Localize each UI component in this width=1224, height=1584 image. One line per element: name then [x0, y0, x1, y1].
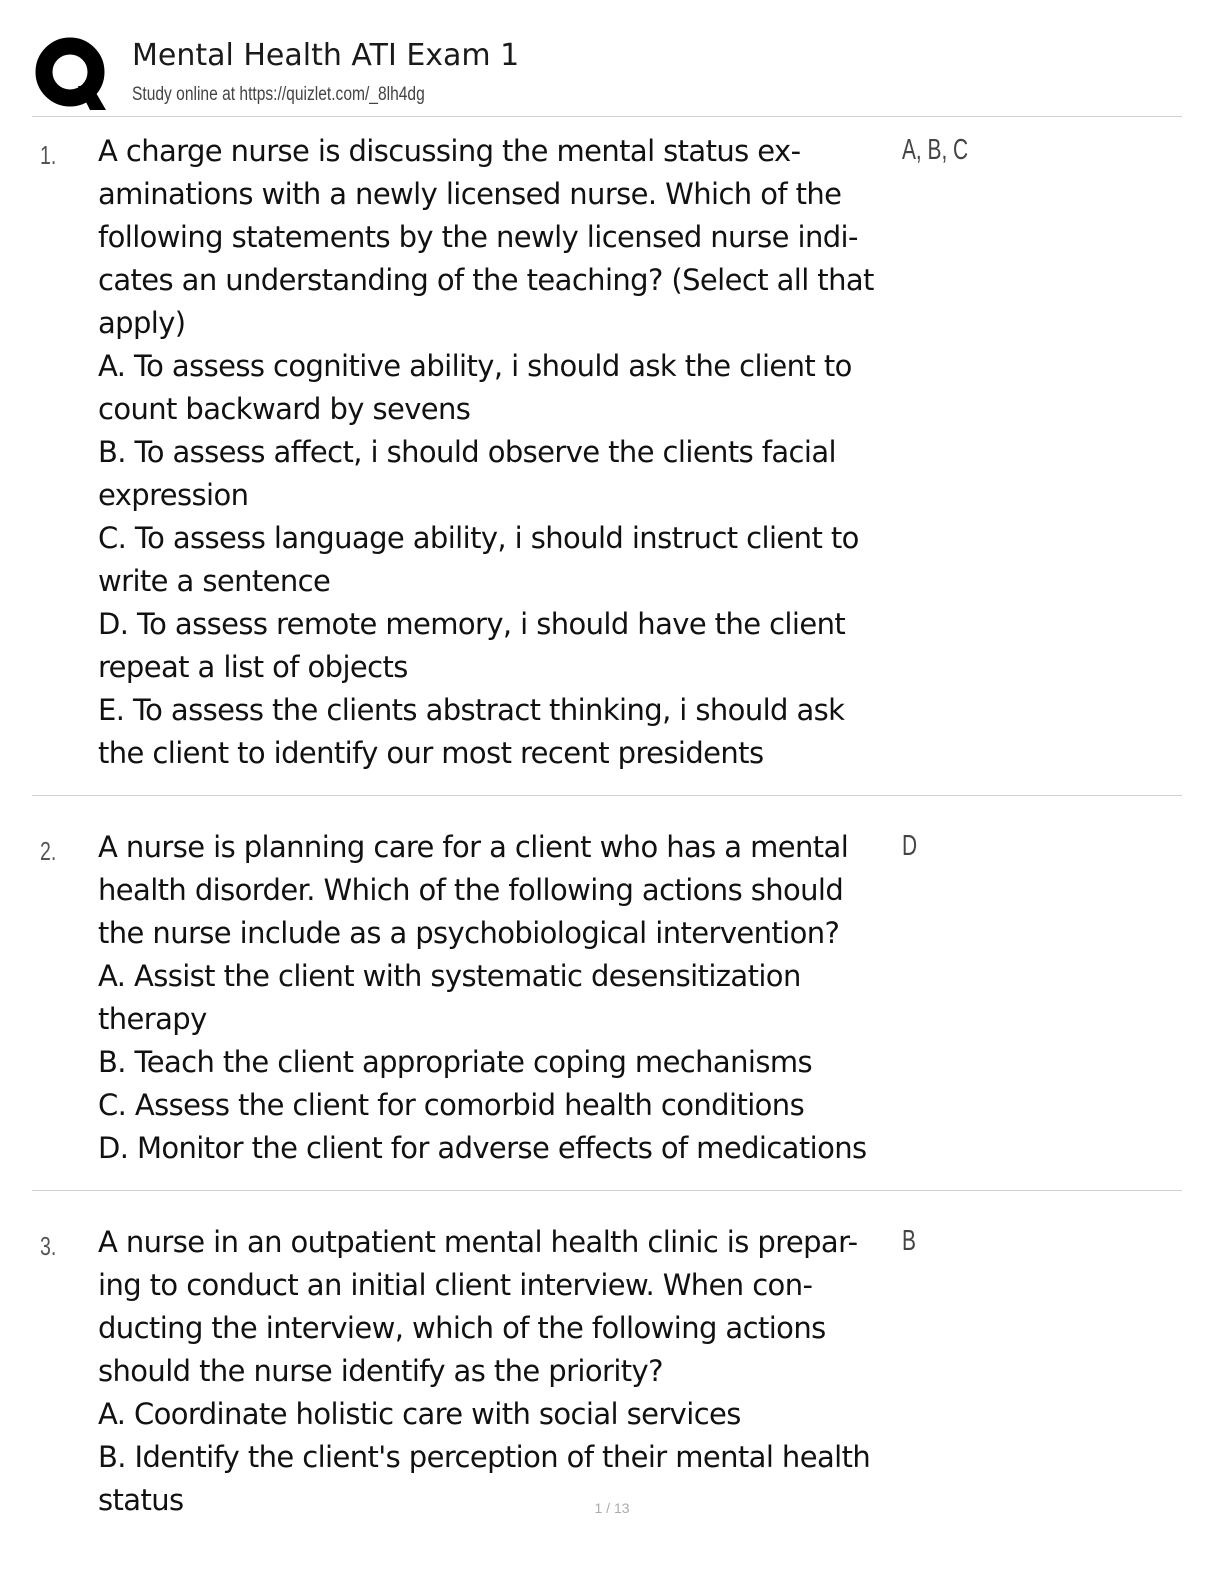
- question-line: A charge nurse is discussing the mental status ex-: [98, 134, 801, 168]
- option-line: write a sentence: [98, 564, 331, 598]
- page-number: 1 / 13: [594, 1500, 630, 1516]
- quizlet-q-logo-icon: [34, 36, 110, 112]
- document-header: [32, 30, 1182, 116]
- question-line: should the nurse identify as the priority?: [98, 1354, 663, 1388]
- option-line: therapy: [98, 1002, 207, 1036]
- option-line: status: [98, 1483, 184, 1517]
- option-line: A. Assist the client with systematic desensitization: [98, 959, 801, 993]
- flashcard-list: [32, 130, 1182, 1572]
- flashcard-3: [32, 1221, 1182, 1542]
- question-line: cates an understanding of the teaching? (Select all that: [98, 263, 874, 297]
- option-line: expression: [98, 478, 249, 512]
- option-line: repeat a list of objects: [98, 650, 408, 684]
- question-line: ducting the interview, which of the following actions: [98, 1311, 826, 1345]
- option-line: C. To assess language ability, i should instruct client to: [98, 521, 859, 555]
- option-line: A. Coordinate holistic care with social services: [98, 1397, 741, 1431]
- card-question: [98, 826, 908, 1170]
- option-line: B. Identify the client's perception of their mental health: [98, 1440, 871, 1474]
- card-answer: B: [902, 1225, 916, 1257]
- card-question: [98, 130, 908, 775]
- option-line: the client to identify our most recent presidents: [98, 736, 764, 770]
- option-line: count backward by sevens: [98, 392, 471, 426]
- question-line: health disorder. Which of the following actions should: [98, 873, 844, 907]
- study-online-link[interactable]: Study online at https://quizlet.com/_8lh4dg: [132, 84, 425, 105]
- header-divider: [32, 116, 1182, 117]
- option-line: A. To assess cognitive ability, i should ask the client to: [98, 349, 852, 383]
- question-line: A nurse in an outpatient mental health clinic is prepar-: [98, 1225, 858, 1259]
- option-line: B. Teach the client appropriate coping mechanisms: [98, 1045, 813, 1079]
- option-line: B. To assess affect, i should observe the clients facial: [98, 435, 836, 469]
- card-number: 1.: [40, 140, 57, 170]
- option-line: C. Assess the client for comorbid health conditions: [98, 1088, 805, 1122]
- question-line: ing to conduct an initial client interview. When con-: [98, 1268, 813, 1302]
- card-question: [98, 1221, 908, 1522]
- card-answer: A, B, C: [902, 134, 969, 166]
- flashcard-2: [32, 826, 1182, 1191]
- question-line: the nurse include as a psychobiological intervention?: [98, 916, 840, 950]
- question-line: following statements by the newly licensed nurse indi-: [98, 220, 858, 254]
- option-line: E. To assess the clients abstract thinking, i should ask: [98, 693, 845, 727]
- card-answer: D: [902, 830, 918, 862]
- flashcard-1: [32, 130, 1182, 796]
- question-line: aminations with a newly licensed nurse. Which of the: [98, 177, 842, 211]
- document-title: Mental Health ATI Exam 1: [132, 38, 520, 73]
- card-number: 3.: [40, 1231, 57, 1261]
- question-line: A nurse is planning care for a client who has a mental: [98, 830, 849, 864]
- question-line: apply): [98, 306, 186, 340]
- option-line: D. To assess remote memory, i should have the client: [98, 607, 846, 641]
- card-number: 2.: [40, 836, 57, 866]
- option-line: D. Monitor the client for adverse effects of medications: [98, 1131, 867, 1165]
